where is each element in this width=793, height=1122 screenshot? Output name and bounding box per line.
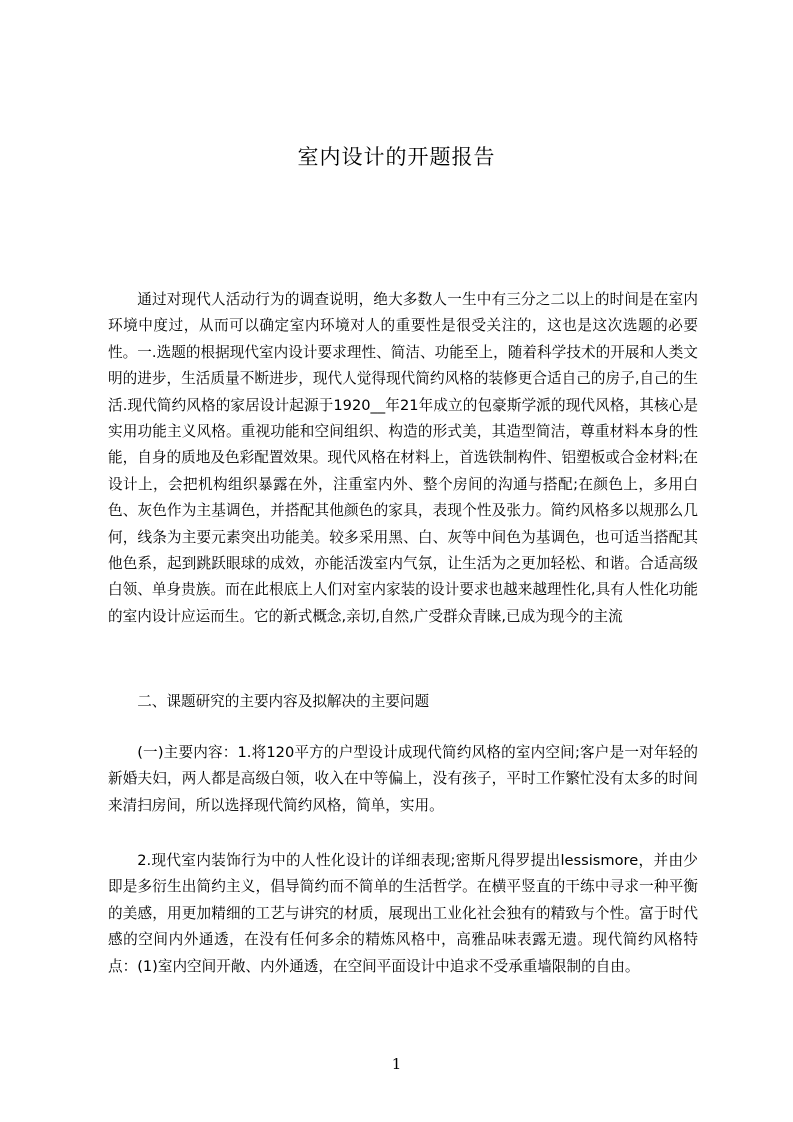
document-title: 室内设计的开题报告: [297, 145, 496, 169]
body-paragraph-main-content: (一)主要内容：1.将120平方的户型设计成现代简约风格的室内空间;客户是一对年轻的新婚夫妇，两人都是高级白领，收入在中等偏上，没有孩子，平时工作繁忙没有太多的时间来清扫房间，所以选择现代简约风格，简单，实用。: [108, 744, 698, 814]
page-number: 1: [391, 1055, 402, 1073]
body-paragraph-humanized-design: 2.现代室内装饰行为中的人性化设计的详细表现;密斯凡得罗提出lessismore，并由少即是多衍生出简约主义，倡导简约而不简单的生活哲学。在横平竖直的干练中寻求一种平衡的美感，用更加精细的工艺与讲究的材质，展现出工业化社会独有的精致与个性。富于时代感的空间内外通透，在没有任何多余的精炼风格中，高雅品味表露无遗。现代简约风格特点：(1)室内空间开敞、内外通透，在空间平面设计中追求不受承重墙限制的自由。: [108, 852, 698, 975]
section-heading-2: 二、课题研究的主要内容及拟解决的主要问题: [137, 693, 430, 710]
body-paragraph-intro: 通过对现代人活动行为的调查说明，绝大多数人一生中有三分之二以上的时间是在室内环境中度过，从而可以确定室内环境对人的重要性是很受关注的，这也是这次选题的必要性。一.选题的根据现代室内设计要求理性、简洁、功能至上，随着科学技术的开展和人类文明的进步，生活质量不断进步，现代人觉得现代简约风格的装修更合适自己的房子,自己的生活.现代简约风格的家居设计起源于1920__年21年成立的包豪斯学派的现代风格，其核心是实用功能主义风格。重视功能和空间组织、构造的形式美，其造型简洁，尊重材料本身的性能，自身的质地及色彩配置效果。现代风格在材料上，首选铁制构件、铝塑板或合金材料;在设计上，会把机构组织暴露在外，注重室内外、整个房间的沟通与搭配;在颜色上，多用白色、灰色作为主基调色，并搭配其他颜色的家具，表现个性及张力。简约风格多以规那么几何，线条为主要元素突出功能美。较多采用黑、白、灰等中间色为基调色，也可适当搭配其他色系，起到跳跃眼球的成效，亦能活泼室内气氛，让生活为之更加轻松、和谐。合适高级白领、单身贵族。而在此根底上人们对室内家装的设计要求也越来越理性化,具有人性化功能的室内设计应运而生。它的新式概念,亲切,自然,广受群众青睐,已成为现今的主流: [108, 291, 698, 625]
